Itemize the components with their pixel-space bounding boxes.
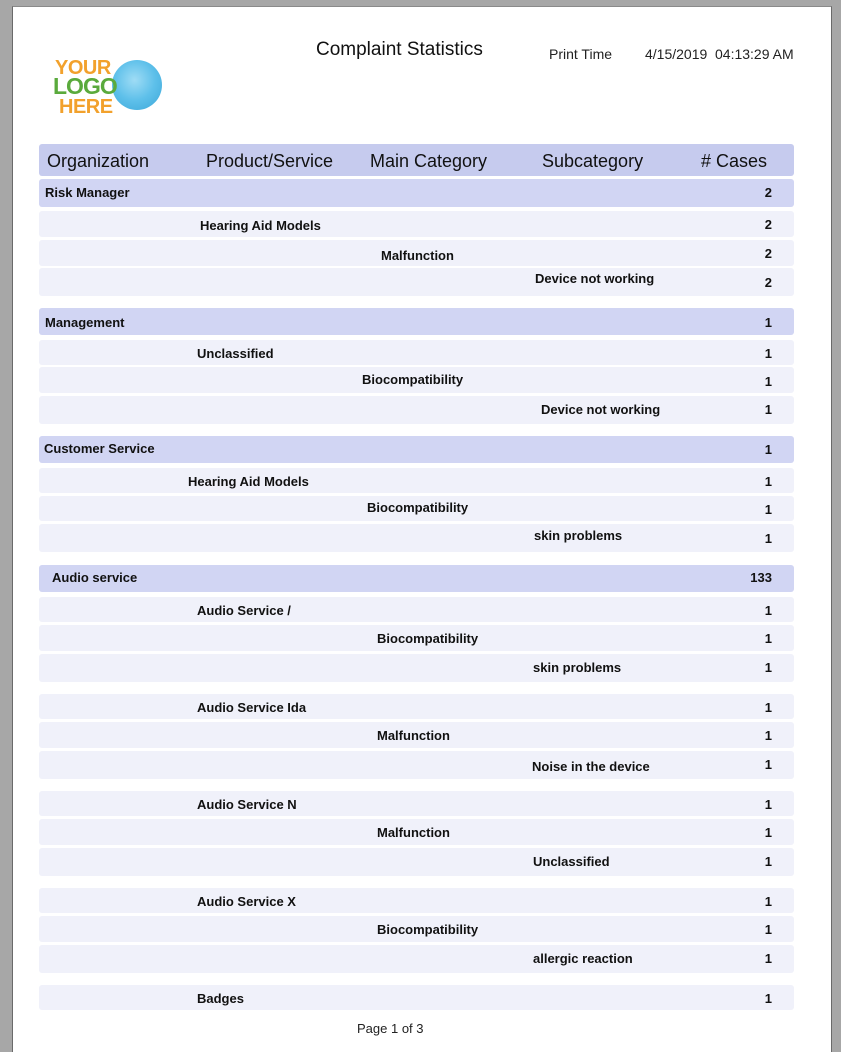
case-count: 1 (764, 854, 772, 869)
subcategory-label: Unclassified (533, 854, 610, 869)
print-time-label: Print Time (549, 46, 613, 62)
subcategory-label: skin problems (534, 528, 623, 543)
main-category-row (39, 240, 794, 266)
case-count: 1 (764, 700, 772, 715)
column-header-subcategory: Subcategory (542, 151, 644, 171)
organization-row (39, 565, 794, 592)
organization-row (39, 308, 794, 335)
organization-label: Risk Manager (45, 185, 130, 200)
case-count: 1 (764, 502, 772, 517)
product-label: Hearing Aid Models (200, 218, 321, 233)
main-category-label: Biocompatibility (377, 631, 479, 646)
organization-label: Audio service (52, 570, 138, 585)
product-row (39, 888, 794, 913)
case-count: 1 (764, 728, 772, 743)
main-category-row (39, 819, 794, 845)
product-label: Audio Service Ida (197, 700, 307, 715)
logo-text-line3: HERE (59, 96, 113, 118)
case-count: 1 (764, 442, 772, 457)
column-header-cases: # Cases (701, 151, 768, 171)
organization-label: Management (45, 315, 125, 330)
column-header-product: Product/Service (206, 151, 334, 171)
subcategory-row (39, 945, 794, 973)
subcategory-row (39, 654, 794, 682)
case-count: 1 (764, 374, 772, 389)
product-label: Hearing Aid Models (188, 474, 309, 489)
table-header (39, 144, 794, 176)
product-row (39, 211, 794, 237)
main-category-label: Malfunction (377, 728, 450, 743)
product-label: Audio Service N (197, 797, 297, 812)
product-row (39, 597, 794, 622)
column-header-organization: Organization (47, 151, 150, 171)
logo-text-line1: YOUR (55, 57, 111, 79)
product-row (39, 468, 794, 493)
subcategory-label: Noise in the device (532, 759, 650, 774)
product-row (39, 694, 794, 719)
case-count: 1 (764, 631, 772, 646)
case-count: 1 (764, 922, 772, 937)
main-category-label: Malfunction (377, 825, 450, 840)
case-count: 1 (764, 474, 772, 489)
print-date: 4/15/2019 (645, 46, 708, 62)
subcategory-row (39, 268, 794, 296)
subcategory-label: Device not working (541, 402, 661, 417)
case-count: 1 (764, 951, 772, 966)
case-count: 1 (764, 894, 772, 909)
case-count: 1 (764, 346, 772, 361)
subcategory-row (39, 848, 794, 876)
case-count: 2 (764, 246, 772, 261)
main-category-row (39, 722, 794, 748)
main-category-row (39, 625, 794, 651)
main-category-row (39, 367, 794, 393)
main-category-label: Biocompatibility (367, 500, 469, 515)
product-label: Badges (197, 991, 244, 1006)
print-clock: 04:13:29 AM (715, 46, 794, 62)
main-category-label: Malfunction (381, 248, 454, 263)
product-label: Audio Service X (197, 894, 296, 909)
case-count: 2 (764, 185, 772, 200)
subcategory-label: allergic reaction (533, 951, 633, 966)
logo-text-line2: LOGO (53, 73, 117, 99)
case-count: 1 (764, 660, 772, 675)
case-count: 1 (764, 402, 772, 417)
case-count: 1 (764, 825, 772, 840)
case-count: 1 (764, 757, 772, 772)
subcategory-row (39, 396, 794, 424)
product-row (39, 985, 794, 1010)
subcategory-label: skin problems (533, 660, 622, 675)
main-category-row (39, 496, 794, 521)
case-count: 1 (764, 991, 772, 1006)
case-count: 1 (764, 603, 772, 618)
main-category-label: Biocompatibility (377, 922, 479, 937)
product-label: Audio Service / (197, 603, 291, 618)
main-category-label: Biocompatibility (362, 372, 464, 387)
main-category-row (39, 916, 794, 942)
product-row (39, 791, 794, 816)
case-count: 2 (764, 217, 772, 232)
case-count: 1 (764, 797, 772, 812)
organization-row (39, 179, 794, 207)
subcategory-row (39, 524, 794, 552)
product-row (39, 340, 794, 365)
report-title: Complaint Statistics (316, 39, 483, 60)
logo-circle-icon (112, 60, 162, 110)
organization-label: Customer Service (44, 441, 155, 456)
column-header-main-category: Main Category (370, 151, 488, 171)
case-count: 1 (764, 531, 772, 546)
subcategory-row (39, 751, 794, 779)
subcategory-label: Device not working (535, 271, 655, 286)
case-count: 1 (764, 315, 772, 330)
page-number: Page 1 of 3 (357, 1021, 424, 1036)
product-label: Unclassified (197, 346, 274, 361)
case-count: 133 (750, 570, 772, 585)
logo (53, 56, 153, 120)
organization-row (39, 436, 794, 463)
case-count: 2 (764, 275, 772, 290)
